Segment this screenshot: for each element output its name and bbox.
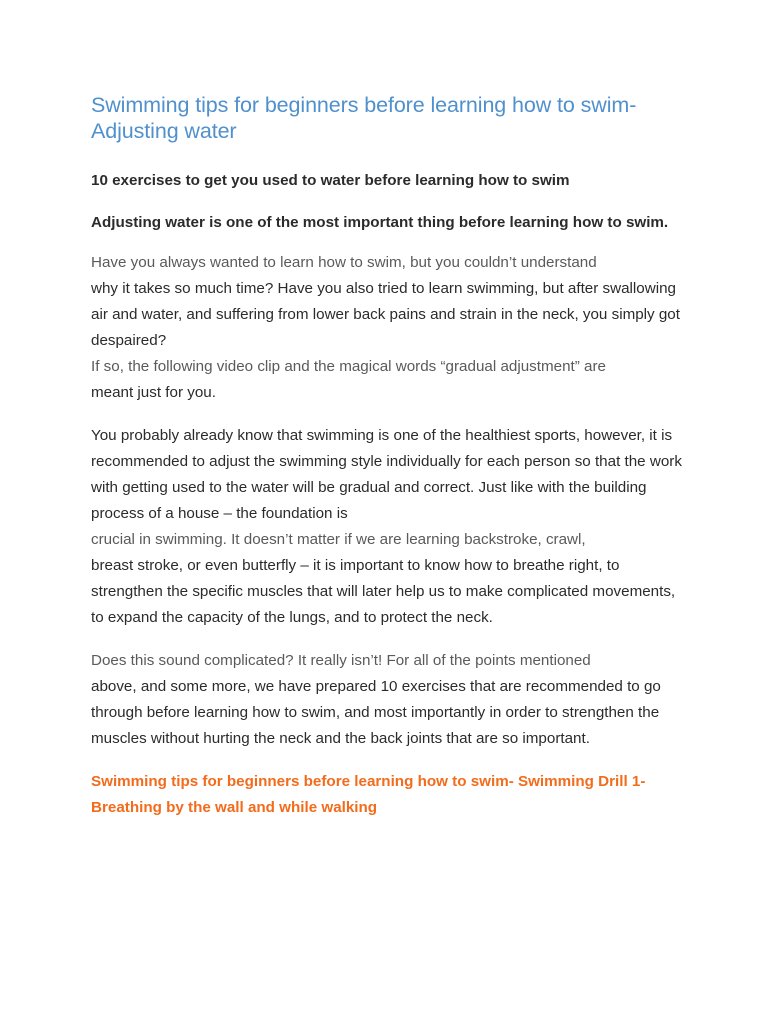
body-1-text-3: breast stroke, or even butterfly – it is important to know how to breathe right, to strengthen the specific muscles that will later help us to make complicated movements, to expand the capacity of the lungs, and to protect the neck. (91, 557, 676, 626)
article-lead: Adjusting water is one of the most important thing before learning how to swim. (91, 214, 669, 231)
intro-line-3: If so, the following video clip and the magical words “gradual adjustment” are (91, 358, 606, 375)
document-page (91, 92, 691, 821)
intro-line-1: Have you always wanted to learn how to swim, but you couldn’t understand (91, 254, 597, 271)
intro-line-4: meant just for you. (91, 384, 216, 401)
body-1-line-2: crucial in swimming. It doesn’t matter if we are learning backstroke, crawl, (91, 531, 586, 548)
article-title: Swimming tips for beginners before learning how to swim- Adjusting water (91, 93, 637, 143)
body-paragraph-2 (91, 648, 691, 752)
body-paragraph-1 (91, 423, 691, 631)
body-1-text-1: You probably already know that swimming is one of the healthiest sports, however, it is recommended to adjust the swimming style individually for each person so that the work with getting used to the water will be gradual and correct. Just like with the building process of a house – the foundation is (91, 427, 682, 522)
intro-paragraph (91, 250, 691, 406)
body-2-line-1: Does this sound complicated? It really isn’t! For all of the points mentioned (91, 652, 591, 669)
article-subtitle: 10 exercises to get you used to water before learning how to swim (91, 172, 570, 189)
body-2-text-2: above, and some more, we have prepared 10 exercises that are recommended to go through before learning how to swim, and most importantly in order to strengthen the muscles without hurting the neck and the back joints that are so important. (91, 678, 661, 747)
intro-text-2: why it takes so much time? Have you also tried to learn swimming, but after swallowing air and water, and suffering from lower back pains and strain in the neck, you simply got despaired? (91, 280, 680, 349)
section-heading-drill-1: Swimming tips for beginners before learning how to swim- Swimming Drill 1- Breathing by the wall and while walking (91, 773, 646, 816)
